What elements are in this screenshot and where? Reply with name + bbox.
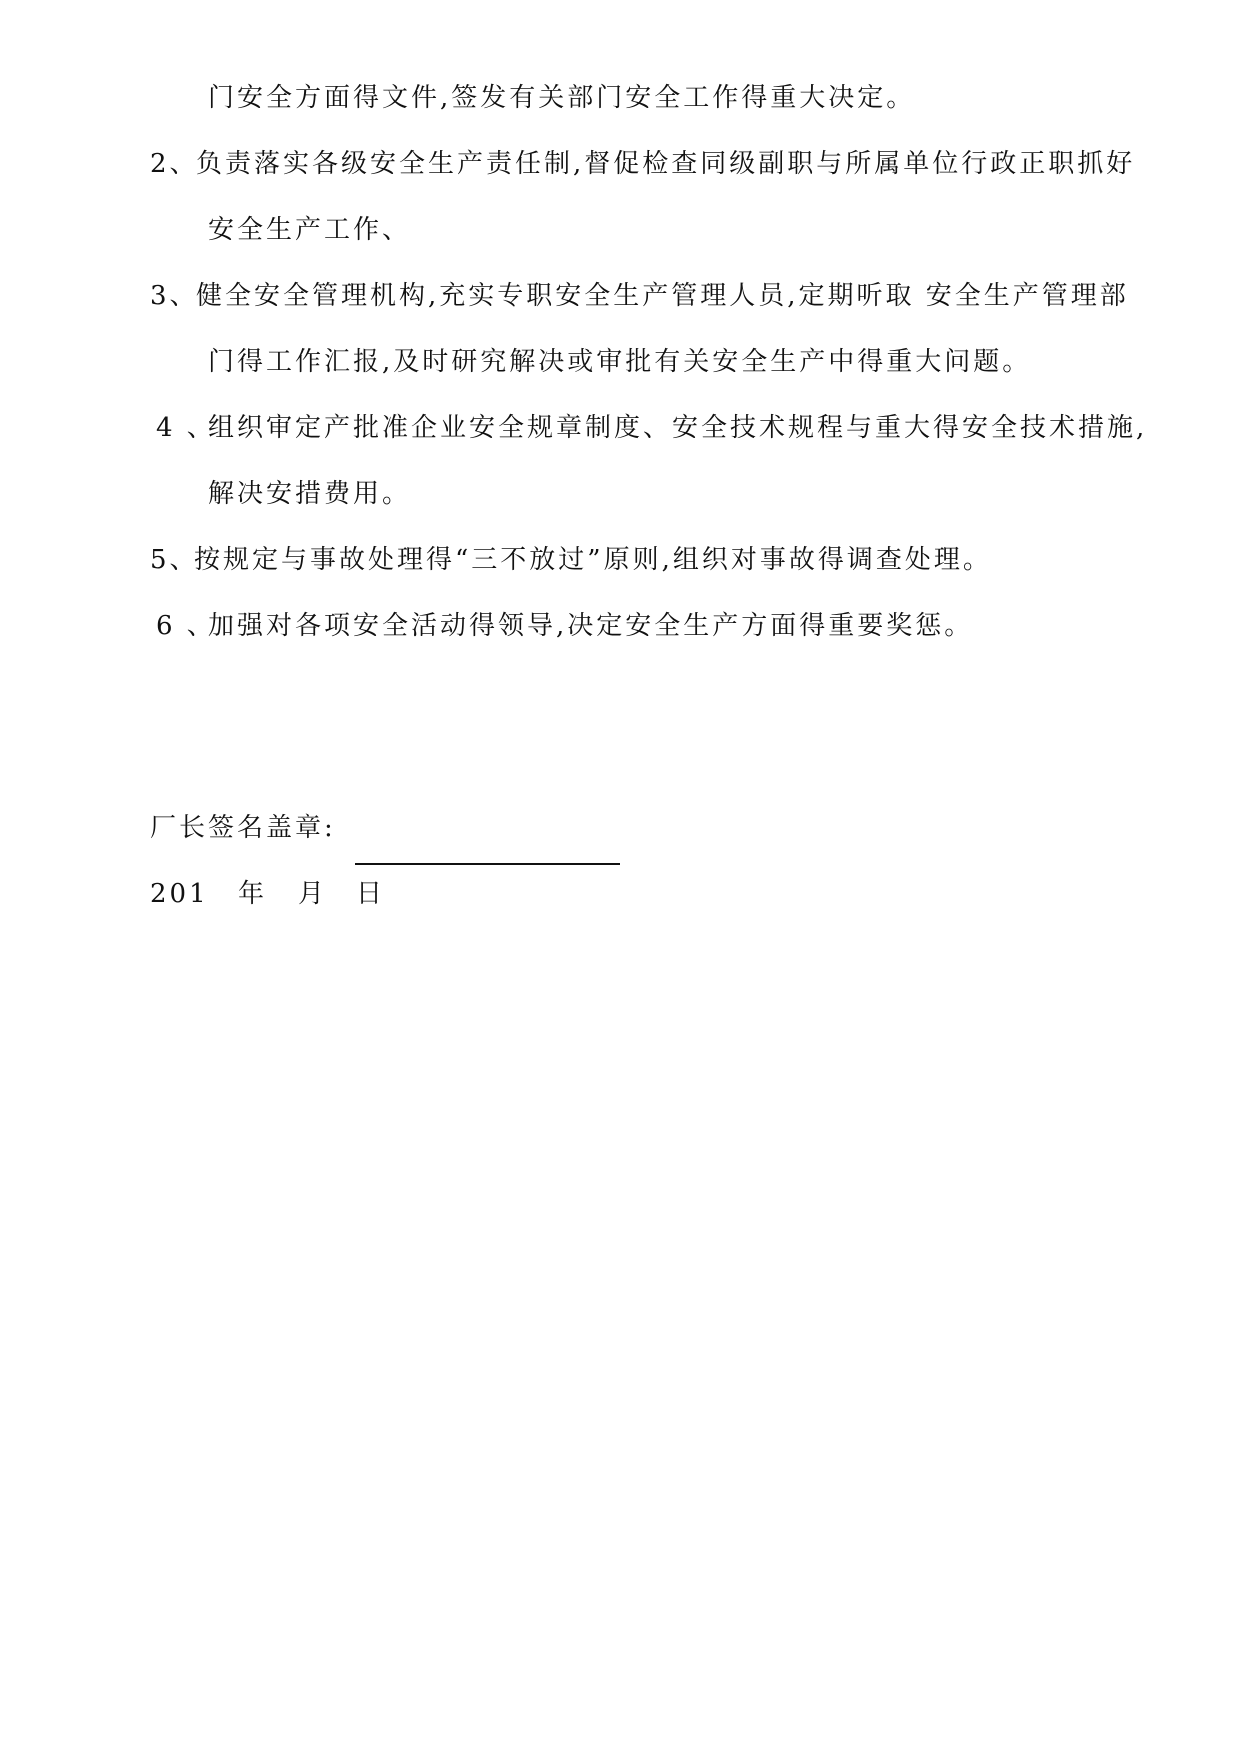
item-3-number: 3、 [150, 281, 199, 311]
signature-line [355, 863, 620, 865]
item-6-number: 6 、 [156, 611, 216, 641]
date-day-char: 日 [356, 879, 386, 909]
item-6-line-1: 加强对各项安全活动得领导,决定安全生产方面得重要奖惩。 [208, 611, 974, 641]
signature-label: 厂长签名盖章: [150, 813, 336, 843]
item-4-number: 4 、 [156, 413, 216, 443]
date-month-char: 月 [298, 879, 328, 909]
item-3-line-1: 健全安全管理机构,充实专职安全生产管理人员,定期听取 安全生产管理部 [196, 281, 1129, 311]
item-4-line-1: 组织审定产批准企业安全规章制度、安全技术规程与重大得安全技术措施, [208, 413, 1148, 443]
item-2-line-1: 负责落实各级安全生产责任制,督促检查同级副职与所属单位行政正职抓好 [196, 149, 1136, 179]
item-4-line-2: 解决安措费用。 [208, 479, 412, 509]
continuation-line: 门安全方面得文件,签发有关部门安全工作得重大决定。 [208, 83, 916, 113]
item-2-number: 2、 [150, 149, 199, 179]
item-5-line-1: 按规定与事故处理得“三不放过”原则,组织对事故得调查处理。 [194, 545, 992, 575]
item-3-line-2: 门得工作汇报,及时研究解决或审批有关安全生产中得重大问题。 [208, 347, 1032, 377]
item-2-line-2: 安全生产工作、 [208, 215, 412, 245]
date-year-char: 年 [238, 879, 268, 909]
item-5-number: 5、 [150, 545, 199, 575]
date-year: 201 [150, 879, 209, 909]
